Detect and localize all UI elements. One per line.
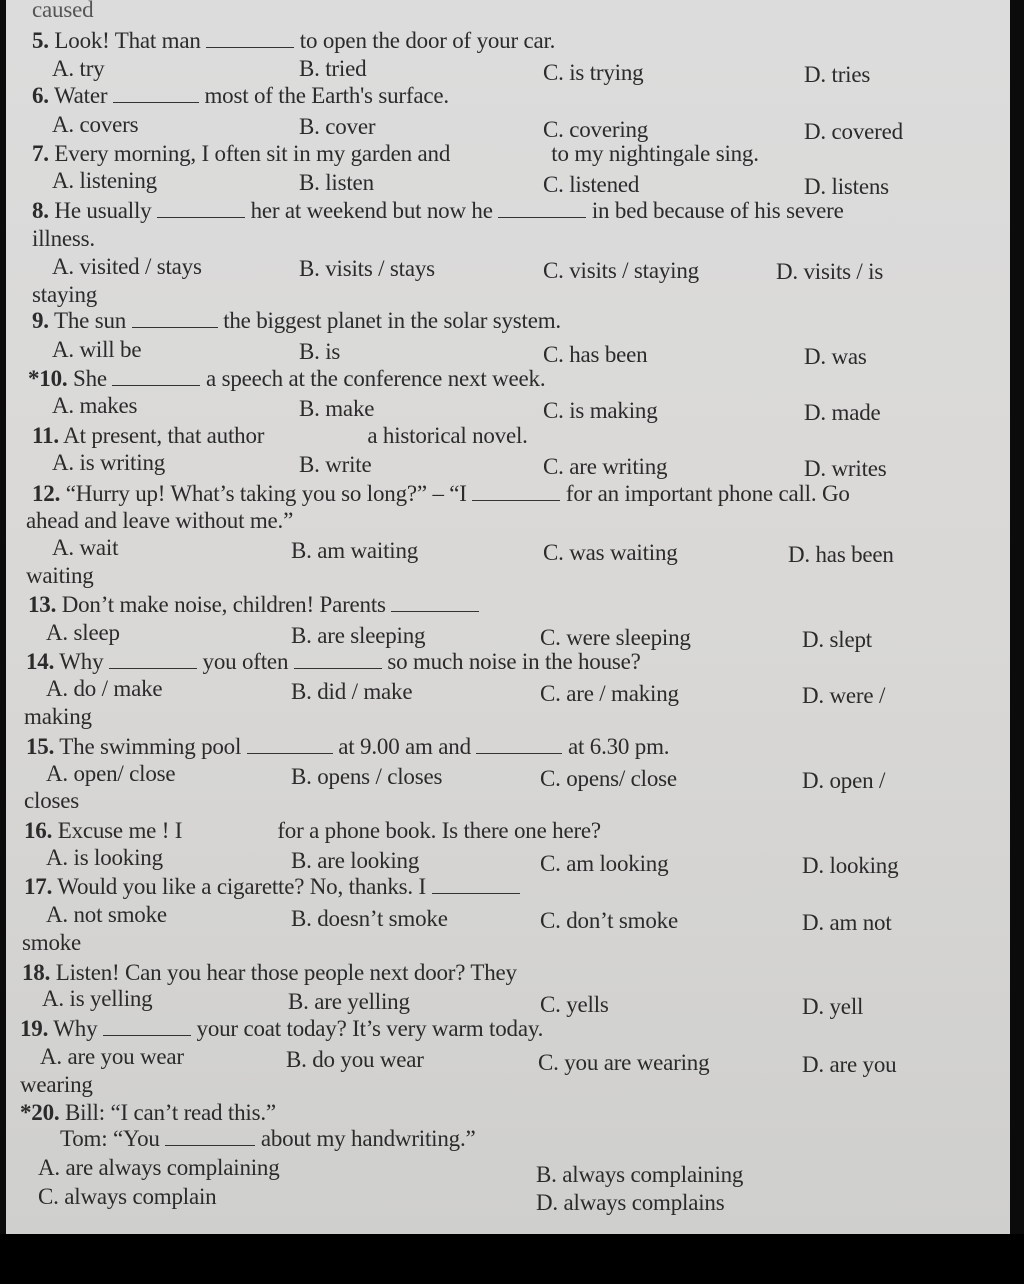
option-d[interactable]: D. are you — [802, 1052, 897, 1077]
option-d[interactable]: D. looking — [802, 853, 899, 878]
option-d[interactable]: D. was — [804, 344, 867, 369]
option-d[interactable]: D. visits / is — [776, 259, 884, 284]
answer-blank[interactable] — [270, 424, 362, 443]
bottom-bar — [0, 1234, 1024, 1284]
option-c[interactable]: C. is trying — [543, 60, 644, 85]
question-9: 9. The sun the biggest planet in the solar system. — [32, 308, 561, 333]
question-5: 5. Look! That man to open the door of your car. — [32, 28, 556, 53]
answer-blank[interactable] — [113, 84, 199, 103]
option-b[interactable]: B. did / make — [291, 679, 413, 704]
option-a[interactable]: A. do / make — [46, 676, 163, 701]
answer-blank[interactable] — [188, 819, 272, 838]
answer-blank[interactable] — [157, 199, 245, 218]
header-fragment: caused — [32, 0, 94, 22]
option-a[interactable]: A. open/ close — [46, 761, 176, 786]
option-c[interactable]: C. was waiting — [543, 540, 678, 565]
option-b[interactable]: B. make — [299, 396, 375, 421]
question-12: 12. “Hurry up! What’s taking you so long?” – “I for an important phone call. Go — [32, 481, 850, 506]
answer-blank[interactable] — [109, 650, 197, 669]
answer-blank[interactable] — [132, 309, 218, 328]
option-b[interactable]: B. is — [299, 339, 341, 364]
question-7: 7. Every morning, I often sit in my garden and to my nightingale sing. — [32, 141, 759, 166]
worksheet-page — [6, 0, 1010, 1234]
option-d[interactable]: D. were / — [802, 683, 886, 708]
option-a[interactable]: A. listening — [52, 168, 157, 193]
question-20-line-2: Tom: “You about my handwriting.” — [60, 1126, 476, 1151]
answer-blank[interactable] — [206, 29, 294, 48]
option-c[interactable]: C. yells — [540, 992, 609, 1017]
answer-blank[interactable] — [432, 875, 520, 894]
question-10: *10. She a speech at the conference next week. — [28, 366, 546, 391]
question-6: 6. Water most of the Earth's surface. — [32, 83, 449, 108]
question-12-continuation: ahead and leave without me.” — [26, 508, 294, 533]
option-a[interactable]: A. are you wear — [40, 1044, 184, 1069]
option-d[interactable]: D. writes — [804, 456, 887, 481]
option-b[interactable]: B. tried — [299, 56, 367, 81]
option-b[interactable]: B. are sleeping — [291, 623, 426, 648]
option-a[interactable]: A. will be — [52, 337, 142, 362]
option-c[interactable]: C. listened — [543, 172, 640, 197]
option-d-continuation: staying — [32, 282, 98, 307]
question-8-continuation: illness. — [32, 226, 95, 251]
question-14: 14. Why you often so much noise in the house? — [26, 649, 641, 674]
option-b[interactable]: B. listen — [299, 170, 374, 195]
option-a[interactable]: A. try — [52, 56, 105, 81]
answer-blank[interactable] — [112, 367, 200, 386]
question-11: 11. At present, that author a historical novel. — [32, 423, 528, 448]
option-d[interactable]: D. listens — [804, 174, 889, 199]
answer-blank[interactable] — [456, 142, 546, 161]
answer-blank[interactable] — [472, 482, 560, 501]
option-a[interactable]: A. visited / stays — [52, 254, 202, 279]
option-b[interactable]: B. am waiting — [291, 538, 419, 563]
answer-blank[interactable] — [391, 593, 479, 612]
option-b[interactable]: B. are looking — [291, 848, 420, 873]
option-c[interactable]: C. you are wearing — [538, 1050, 710, 1075]
option-b[interactable]: B. doesn’t smoke — [291, 906, 448, 931]
option-c[interactable]: C. covering — [543, 117, 649, 142]
question-8: 8. He usually her at weekend but now he in bed because of his severe — [32, 198, 844, 223]
question-13: 13. Don’t make noise, children! Parents — [28, 592, 479, 618]
answer-blank[interactable] — [476, 735, 562, 754]
option-c[interactable]: C. am looking — [540, 851, 669, 876]
option-d[interactable]: D. open / — [802, 768, 886, 793]
option-d[interactable]: D. am not — [802, 910, 892, 935]
option-c[interactable]: C. are / making — [540, 681, 679, 706]
option-d-continuation: waiting — [26, 563, 94, 588]
option-d[interactable]: D. yell — [802, 994, 864, 1019]
option-b[interactable]: B. cover — [299, 114, 376, 139]
option-d[interactable]: D. made — [804, 400, 881, 425]
option-c[interactable]: C. has been — [543, 342, 648, 367]
option-d-continuation: closes — [24, 788, 80, 813]
option-a[interactable]: A. is looking — [46, 845, 163, 870]
option-c[interactable]: C. were sleeping — [540, 625, 691, 650]
option-a[interactable]: A. not smoke — [46, 902, 167, 927]
option-b[interactable]: B. do you wear — [286, 1047, 424, 1072]
option-c[interactable]: C. is making — [543, 398, 658, 423]
option-c[interactable]: C. opens/ close — [540, 766, 677, 791]
option-a[interactable]: A. covers — [52, 112, 139, 137]
answer-blank[interactable] — [103, 1017, 191, 1036]
option-d-continuation: smoke — [22, 930, 82, 955]
option-a[interactable]: A. is yelling — [42, 986, 153, 1011]
option-b[interactable]: B. opens / closes — [291, 764, 443, 789]
question-17: 17. Would you like a cigarette? No, thanks. I — [24, 874, 520, 900]
option-d-continuation: wearing — [20, 1072, 93, 1097]
option-d[interactable]: D. covered — [804, 119, 903, 144]
answer-blank[interactable] — [294, 650, 382, 669]
option-d[interactable]: D. slept — [802, 627, 872, 652]
option-a[interactable]: A. wait — [52, 535, 119, 560]
option-c[interactable]: C. always complain — [38, 1184, 217, 1209]
answer-blank[interactable] — [498, 199, 586, 218]
option-c[interactable]: C. visits / staying — [543, 258, 699, 283]
answer-blank[interactable] — [165, 1127, 255, 1146]
question-20: *20. Bill: “I can’t read this.” — [20, 1100, 276, 1125]
option-d-continuation: making — [24, 704, 92, 729]
option-d[interactable]: D. has been — [788, 542, 894, 567]
option-a[interactable]: A. is writing — [52, 450, 166, 475]
question-19: 19. Why your coat today? It’s very warm today. — [20, 1016, 544, 1041]
question-15: 15. The swimming pool at 9.00 am and at 6.30 pm. — [26, 734, 670, 759]
option-a[interactable]: A. makes — [52, 393, 138, 418]
option-b[interactable]: B. are yelling — [288, 989, 410, 1014]
option-b[interactable]: B. write — [299, 452, 372, 477]
option-c[interactable]: C. don’t smoke — [540, 908, 678, 933]
option-a[interactable]: A. sleep — [46, 620, 120, 645]
option-a[interactable]: A. are always complaining — [38, 1155, 280, 1180]
option-b[interactable]: B. visits / stays — [299, 256, 435, 281]
option-d[interactable]: D. tries — [804, 62, 871, 87]
question-16: 16. Excuse me ! I for a phone book. Is there one here? — [24, 818, 601, 843]
answer-blank[interactable] — [247, 735, 333, 754]
option-d[interactable]: D. always complains — [536, 1190, 725, 1215]
option-c[interactable]: C. are writing — [543, 454, 668, 479]
question-18: 18. Listen! Can you hear those people next door? They — [22, 960, 517, 985]
option-b[interactable]: B. always complaining — [536, 1162, 744, 1187]
